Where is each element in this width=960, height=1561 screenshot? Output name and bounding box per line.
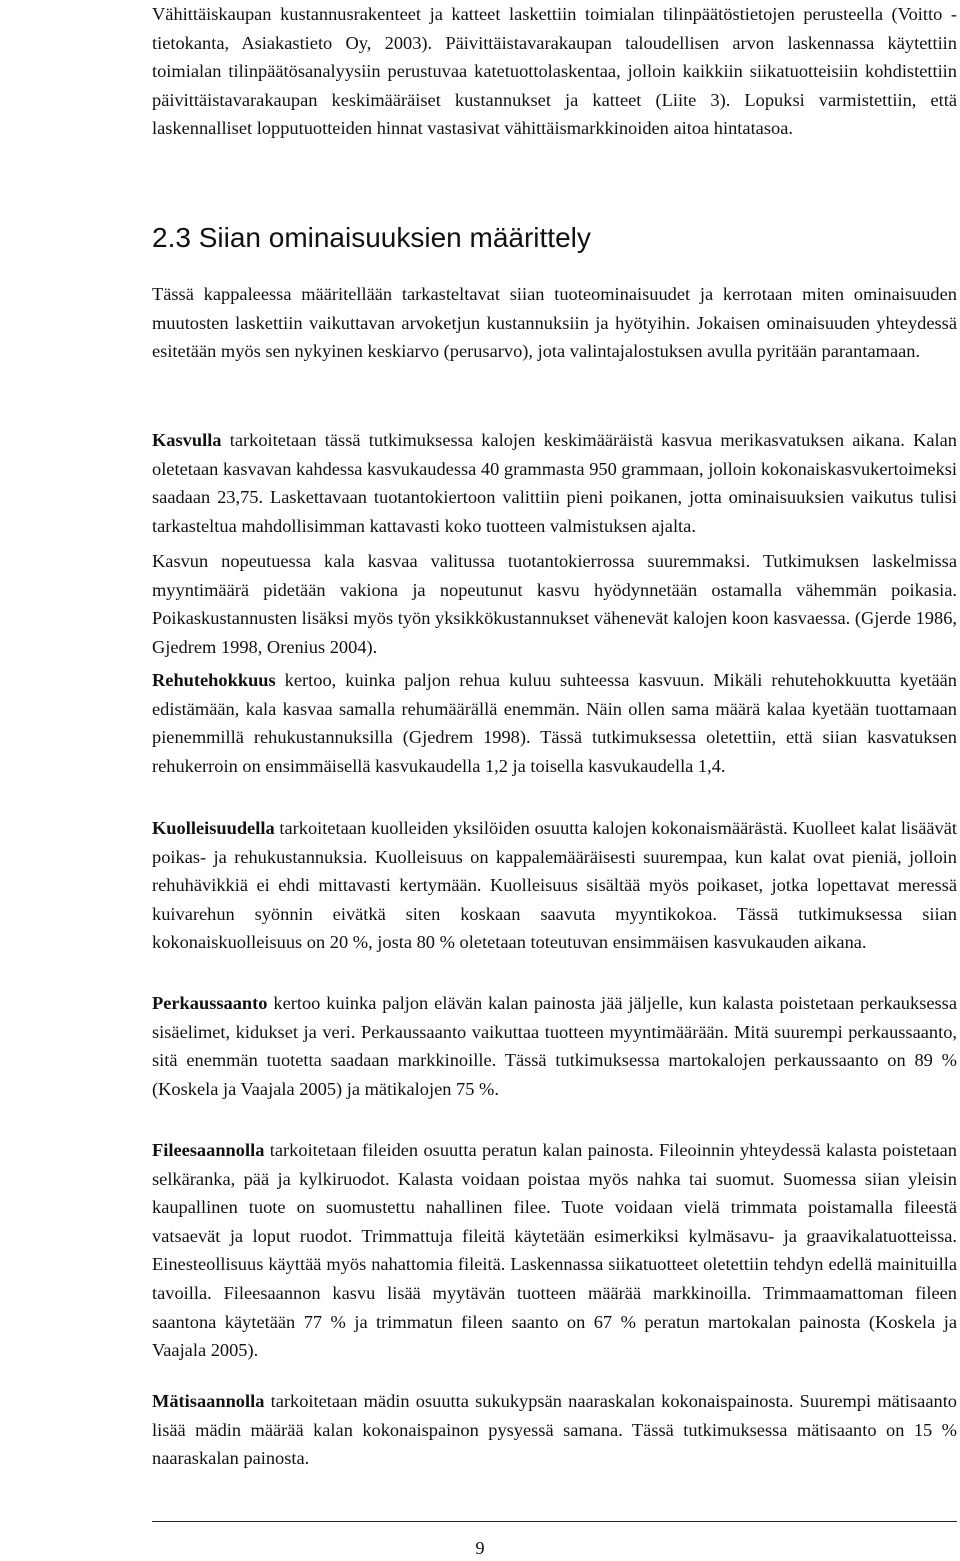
section-intro-paragraph: Tässä kappaleessa määritellään tarkasteltavat siian tuoteominaisuudet ja kerrotaan miten ominaisuuden muutosten laskettiin vaikuttavan arvoketjun kustannuksiin ja hyötyihin. Jokaisen ominaisuuden yhteydessä esitetään myös sen nykyinen keskiarvo (perusarvo), jota valintajalostuksen avulla pyritään parantamaan. bbox=[152, 284, 957, 362]
filee-term: Fileesaannolla bbox=[152, 1140, 265, 1160]
filee-paragraph bbox=[152, 1136, 957, 1365]
perkaus-text: kertoo kuinka paljon elävän kalan painosta jää jäljelle, kun kalasta poistetaan perkauksessa sisäelimet, kidukset ja veri. Perkaussaanto vaikuttaa tuotteen myyntimäärään. Mitä suurempi perkaussaanto, sitä enemmän tuotetta saadaan markkinoille. Tässä tutkimuksessa martokalojen perkaussaanto on 89 % (Koskela ja Vaajala 2005) ja mätikalojen 75 %. bbox=[152, 993, 957, 1099]
rehu-text: kertoo, kuinka paljon rehua kuluu suhteessa kasvuun. Mikäli rehutehokkuutta kyetään edistämään, kala kasvaa samalla rehumäärällä enemmän. Näin ollen sama määrä kalaa kyetään tuottamaan pienemmillä rehukustannuksilla (Gjedrem 1998). Tässä tutkimuksessa oletettiin, että siian kasvatuksen rehukerroin on ensimmäisellä kasvukaudella 1,2 ja toisella kasvukaudella 1,4. bbox=[152, 670, 957, 776]
rehu-paragraph bbox=[152, 666, 957, 780]
kuolleisuus-term: Kuolleisuudella bbox=[152, 818, 275, 838]
intro-paragraph: Vähittäiskaupan kustannusrakenteet ja katteet laskettiin toimialan tilinpäätöstietojen perusteella (Voitto -tietokanta, Asiakastieto Oy, 2003). Päivittäistavarakaupan taloudellisen arvon laskennassa käytettiin toimialan tilinpäätösanalyysiin perustuvaa katetuottolaskentaa, jolloin kaikkiin siikatuotteisiin kohdistettiin päivittäistavarakaupan keskimääräiset kustannukset ja katteet (Liite 3). Lopuksi varmistettiin, että laskennalliset lopputuotteiden hinnat vastasivat vähittäismarkkinoiden aitoa hintatasoa. bbox=[152, 4, 957, 139]
page-number: 9 bbox=[475, 1538, 485, 1558]
kasvu-term: Kasvulla bbox=[152, 430, 222, 450]
kasvu-speed-paragraph: Kasvun nopeutuessa kala kasvaa valitussa tuotantokierrossa suuremmaksi. Tutkimuksen laskelmissa myyntimäärä pidetään vakiona ja nopeutunut kasvu hyödynnetään ostamalla vähemmän poikasia. Poikaskustannusten lisäksi myös työn yksikkökustannukset vähenevät kalojen koon kasvaessa. (Gjerde 1986, Gjedrem 1998, Orenius 2004). bbox=[152, 551, 957, 657]
mati-paragraph bbox=[152, 1387, 957, 1473]
kuolleisuus-paragraph bbox=[152, 814, 957, 957]
perkaus-term: Perkaussaanto bbox=[152, 993, 268, 1013]
kasvu-text: tarkoitetaan tässä tutkimuksessa kalojen keskimääräistä kasvua merikasvatuksen aikana. Kalan oletetaan kasvavan kahdessa kasvukaudessa 40 grammasta 950 grammaan, jolloin kokonaiskasvukertoimeksi saadaan 23,75. Laskettavaan tuotantokiertoon valittiin pieni poikanen, jotta ominaisuuksien vaikutus tulisi tarkasteltua mahdollisimman kattavasti koko tuotteen valmistuksen ajalta. bbox=[152, 430, 957, 536]
rehu-term: Rehutehokkuus bbox=[152, 670, 276, 690]
kasvu-paragraph bbox=[152, 426, 957, 540]
kuolleisuus-text: tarkoitetaan kuolleiden yksilöiden osuutta kalojen kokonaismäärästä. Kuolleet kalat lisäävät poikas- ja rehukustannuksia. Kuolleisuus on kappalemääräisesti suurempaa, kun kalat ovat pieniä, jolloin rehuhävikkiä ei ehdi mittavasti kertymään. Kuolleisuus sisältää myös poikaset, jotka lopettavat meressä kuivarehun syönnin eivätkä siten koskaan saavuta myyntikokoa. Tässä tutkimuksessa siian kokonaiskuolleisuus on 20 %, josta 80 % oletetaan toteutuvan ensimmäisen kasvukauden aikana. bbox=[152, 818, 957, 953]
perkaus-paragraph bbox=[152, 989, 957, 1103]
section-heading: 2.3 Siian ominaisuuksien määrittely bbox=[152, 222, 591, 253]
footer-divider bbox=[152, 1521, 957, 1522]
filee-text: tarkoitetaan fileiden osuutta peratun kalan painosta. Fileoinnin yhteydessä kalasta poistetaan selkäranka, pää ja kylkiruodot. Kalasta voidaan poistaa myös nahka tai suomut. Suomessa siian yleisin kaupallinen tuote on suomustettu nahallinen filee. Tuote voidaan vielä trimmata poistamalla fileestä vatsaevät ja loput ruodot. Trimmattuja fileitä käytetään esimerkiksi kylmäsavu- ja graavikalatuotteissa. Einesteollisuus käyttää myös nahattomia fileitä. Laskennassa siikatuotteet oletettiin tehdyn edellä mainituilla tavoilla. Fileesaannon kasvu lisää myytävän tuotteen määrää markkinoilla. Trimmaamattoman fileen saantona käytetään 77 % ja trimmatun fileen saanto on 67 % peratun martokalan painosta (Koskela ja Vaajala 2005). bbox=[152, 1140, 957, 1361]
mati-term: Mätisaannolla bbox=[152, 1391, 265, 1411]
mati-text: tarkoitetaan mädin osuutta sukukypsän naaraskalan kokonaispainosta. Suurempi mätisaanto lisää mädin määrää kalan kokonaispainon pysyessä samana. Tässä tutkimuksessa mätisaanto on 15 % naaraskalan painosta. bbox=[152, 1391, 957, 1469]
